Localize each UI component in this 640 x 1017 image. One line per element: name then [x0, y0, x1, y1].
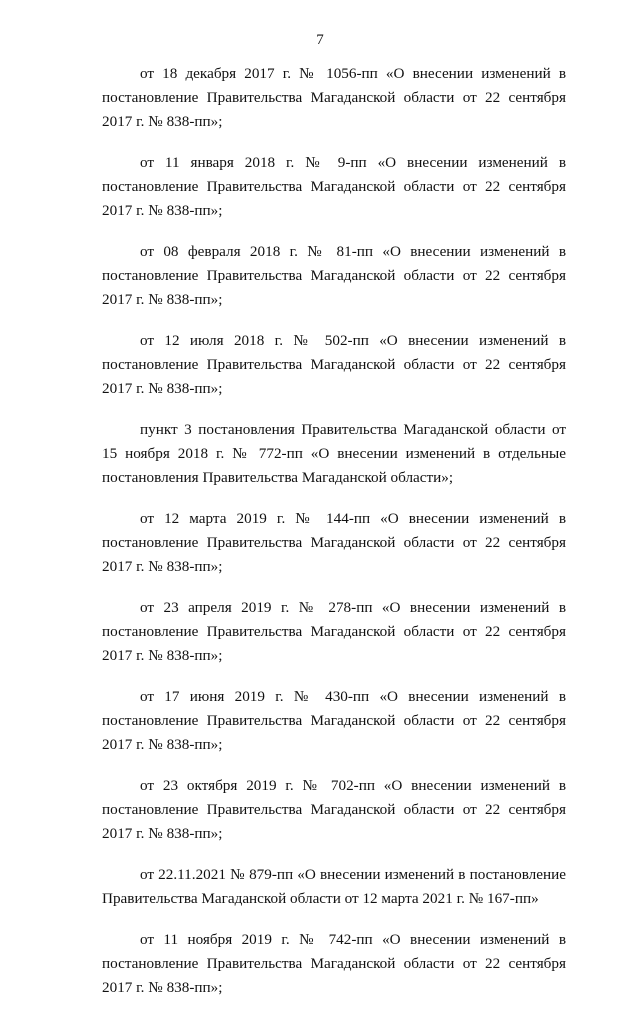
- page-number: 7: [316, 32, 324, 48]
- list-item: пункт 3 постановления Правительства Магаданской области от 15 ноября 2018 г. № 772-пп «О внесении изменений в отдельные постановления Правительства Магаданской области»;: [102, 421, 566, 486]
- list-item: от 08 февраля 2018 г. № 81-пп «О внесении изменений в постановление Правительства Магаданской области от 22 сентября 2017 г. № 838-пп»;: [102, 243, 566, 308]
- list-item: от 12 марта 2019 г. № 144-пп «О внесении изменений в постановление Правительства Магаданской области от 22 сентября 2017 г. № 838-пп»;: [102, 510, 566, 575]
- list-item: от 17 июня 2019 г. № 430-пп «О внесении изменений в постановление Правительства Магаданской области от 22 сентября 2017 г. № 838-пп»;: [102, 688, 566, 753]
- list-item: от 23 апреля 2019 г. № 278-пп «О внесении изменений в постановление Правительства Магаданской области от 22 сентября 2017 г. № 838-пп»;: [102, 599, 566, 664]
- list-item: от 11 ноября 2019 г. № 742-пп «О внесении изменений в постановление Правительства Магаданской области от 22 сентября 2017 г. № 838-пп»;: [102, 931, 566, 996]
- amendment-list: [102, 62, 566, 1017]
- list-item: от 12 июля 2018 г. № 502-пп «О внесении изменений в постановление Правительства Магаданской области от 22 сентября 2017 г. № 838-пп»;: [102, 332, 566, 397]
- list-item: от 11 января 2018 г. № 9-пп «О внесении изменений в постановление Правительства Магаданской области от 22 сентября 2017 г. № 838-пп»;: [102, 154, 566, 219]
- list-item: от 18 декабря 2017 г. № 1056-пп «О внесении изменений в постановление Правительства Магаданской области от 22 сентября 2017 г. № 838-пп»;: [102, 65, 566, 130]
- list-item: от 22.11.2021 № 879-пп «О внесении изменений в постановление Правительства Магаданской области от 12 марта 2021 г. № 167-пп»: [102, 866, 566, 907]
- list-item: от 23 октября 2019 г. № 702-пп «О внесении изменений в постановление Правительства Магаданской области от 22 сентября 2017 г. № 838-пп»;: [102, 777, 566, 842]
